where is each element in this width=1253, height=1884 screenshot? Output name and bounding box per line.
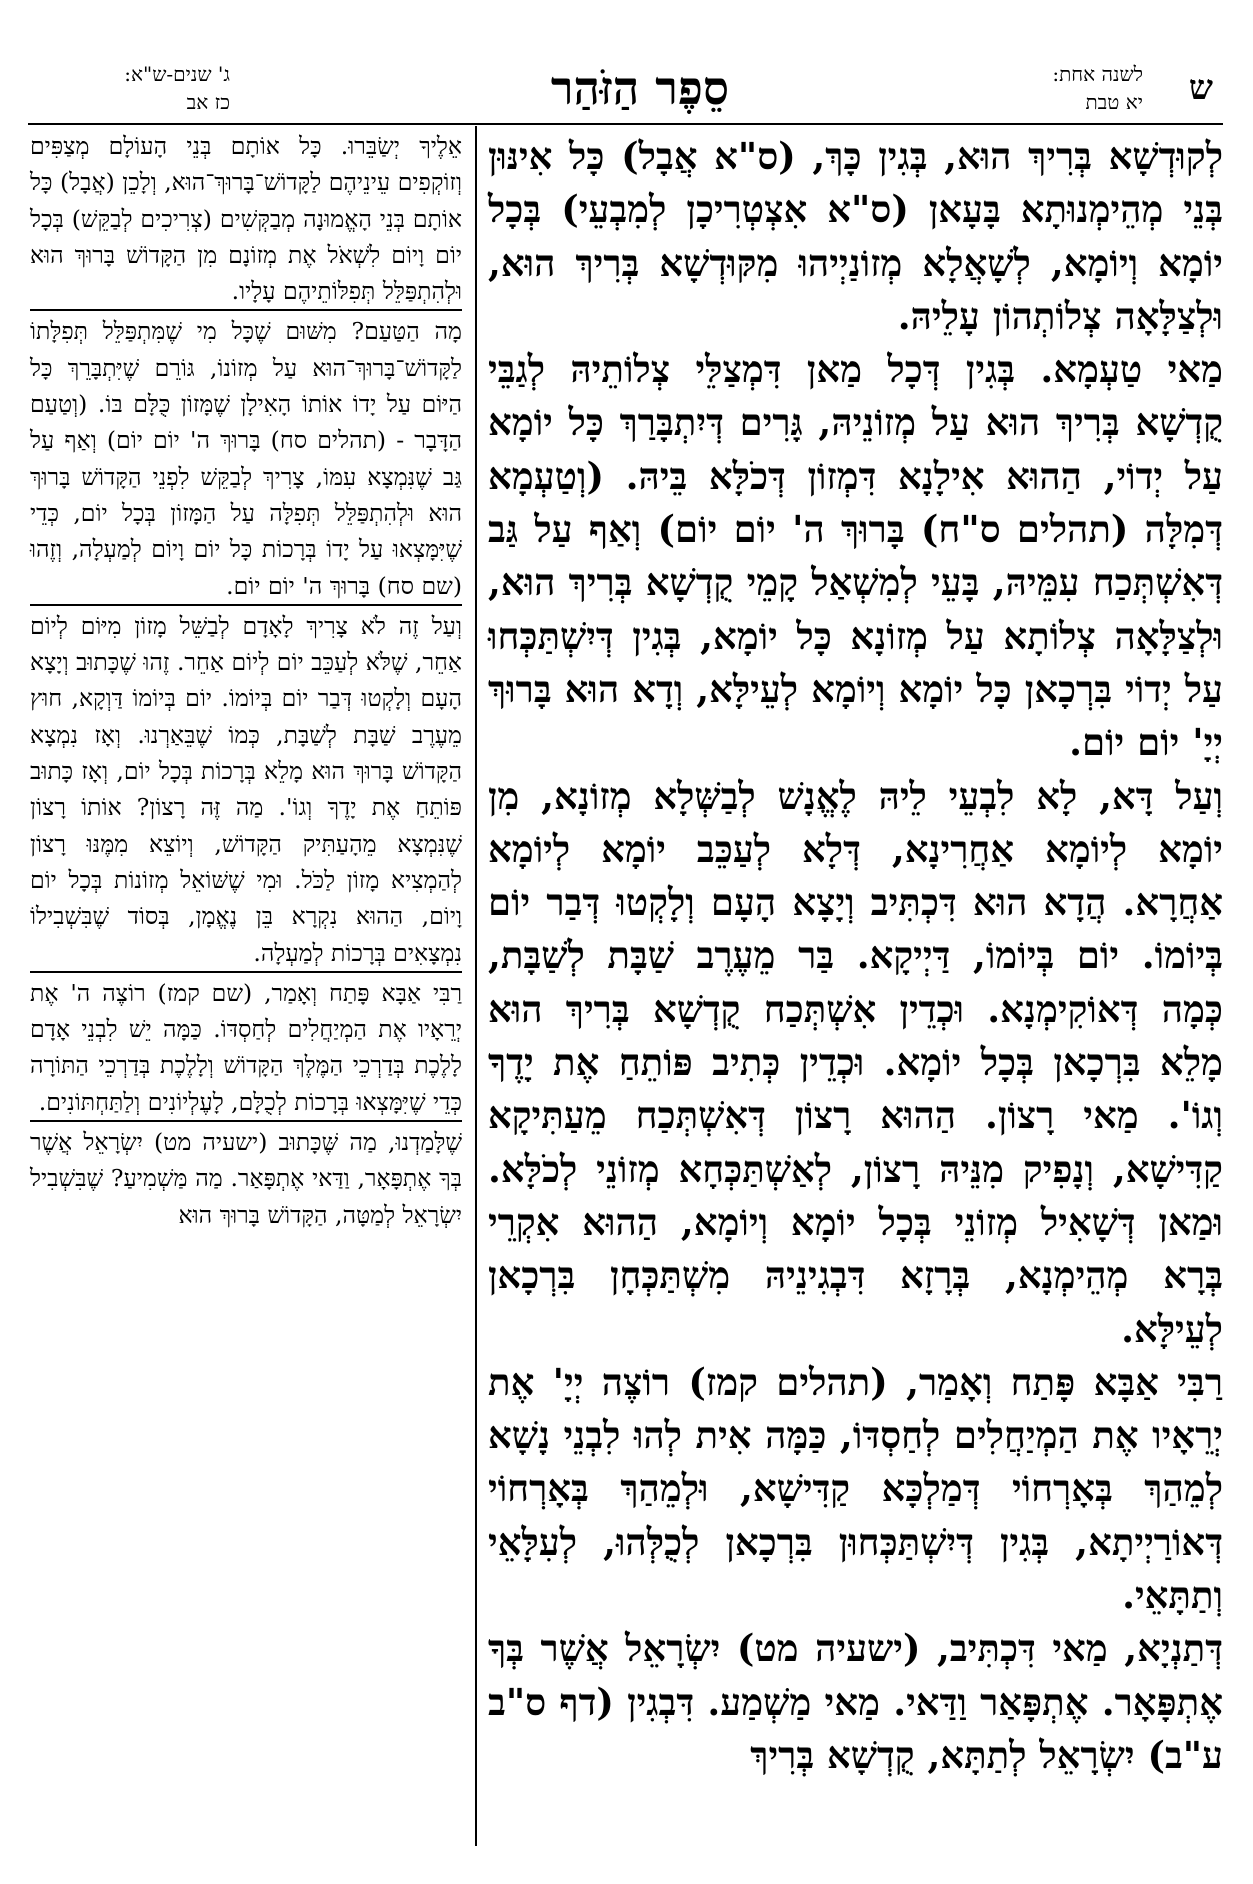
date-right bbox=[1003, 60, 1143, 116]
date-left-line2: כז אב bbox=[186, 90, 230, 114]
side-paragraph-4: רַבִּי אַבָּא פָּתַח וְאָמַר, (שם קמז) רוֹצֶה ה' אֶת יְרֵאָיו אֶת הַמְיַחֲלִים לְחַסְדּוֹ. כַּמָּה יֵשׁ לִבְנֵי אָדָם לָלֶכֶת בְּדַרְכֵי הַמֶּלֶךְ הַקָּדוֹשׁ וְלָלֶכֶת בְּדַרְכֵי הַתּוֹרָה כְּדֵי שֶׁיִּמָּצְאוּ בְּרָכוֹת לְכֻלָּם, לָעֶלְיוֹנִים וְלַתַּחְתּוֹנִים. bbox=[30, 971, 462, 1120]
column-divider bbox=[475, 126, 477, 1846]
main-paragraph-1: לְקוּדְשָׁא בְּרִיךְ הוּא, בְּגִין כָּךְ, (ס"א אֲבָל) כָּל אִינּוּן בְּנֵי מְהֵימְנוּתָא בָּעָאן (ס"א אִצְטְרִיכָן לְמִבְעֵי) בְּכָל יוֹמָא וְיוֹמָא, לְשָׁאֲלָא מְזוֹנַיְיהוּ מִקּוּדְשָׁא בְּרִיךְ הוּא, וּלְצַלָּאָה צְלוֹתְהוֹן עָלֵיהּ. bbox=[488, 134, 1223, 338]
main-paragraph-2: מַאי טַעְמָא. בְּגִין דְּכָל מַאן דִּמְצַלֵּי צְלוֹתֵיהּ לְגַבֵּי קֻדְשָׁא בְּרִיךְ הוּא עַל מְזוֹנֵיהּ, גָּרִים דְּיִתְבָּרַךְ כָּל יוֹמָא עַל יְדוֹי, הַהוּא אִילָנָא דִּמְזוֹן דְּכֹלָּא בֵּיהּ. (וְטַעְמָא דְּמִלָּה (תהלים ס"ח) בָּרוּךְ ה' יוֹם יוֹם) וְאַף עַל גַּב דְּאִשְׁתְּכַח עִמֵּיהּ, בָּעֵי לְמִשְׁאַל קָמֵי קֻדְשָׁא בְּרִיךְ הוּא, וּלְצַלָּאָה צְלוֹתָא עַל מְזוֹנָא כָּל יוֹמָא, בְּגִין דְּיִשְׁתַּכְּחוּ עַל יְדוֹי בִּרְכָאן כָּל יוֹמָא וְיוֹמָא לְעֵילָּא, וְדָא הוּא בָּרוּךְ יְיָ' יוֹם יוֹם. bbox=[488, 347, 1223, 765]
page-letter: ש bbox=[1188, 68, 1213, 108]
side-paragraph-5: שֶׁלָּמַדְנוּ, מַה שֶּׁכָּתוּב (ישעיה מט) יִשְׂרָאֵל אֲשֶׁר בְּךָ אֶתְפָּאָר, וַדַּאי אֶתְפָּאַר. מַה מַּשְׁמִיעַ? שֶׁבִּשְׁבִיל יִשְׂרָאֵל לְמַטָּה, הַקָּדוֹשׁ בָּרוּךְ הוּא bbox=[30, 1120, 462, 1233]
date-right-line2: יא טבת bbox=[1085, 90, 1143, 114]
header-rule bbox=[28, 123, 1223, 125]
side-paragraph-1: אֵלֶיךָ יְשַׂבֵּרוּ. כָּל אוֹתָם בְּנֵי הָעוֹלָם מְצַפִּים וְזוֹקְפִים עֵינֵיהֶם לַקָּדוֹשׁ־בָּרוּךְ־הוּא, וְלָכֵן (אֲבָל) כָּל אוֹתָם בְּנֵי הָאֱמוּנָה מְבַקְּשִׁים (צְרִיכִים לְבַקֵּשׁ) בְּכָל יוֹם וָיוֹם לִשְׁאֹל אֶת מְזוֹנָם מִן הַקָּדוֹשׁ בָּרוּךְ הוּא וּלְהִתְפַּלֵּל תְּפִלּוֹתֵיהֶם עָלָיו. bbox=[30, 132, 462, 306]
main-paragraph-3: וְעַל דָּא, לָא לִבְעֵי לֵיהּ לֶאֱנָשׁ לְבַשְּׁלָא מְזוֹנָא, מִן יוֹמָא לְיוֹמָא אַחֲרִינָא, דְּלָא לְעַכֵּב יוֹמָא לְיוֹמָא אַחֲרָא. הֲדָא הוּא דִּכְתִּיב וְיָצָא הָעָם וְלָקְטוּ דְּבַר יוֹם בְּיוֹמוֹ. יוֹם בְּיוֹמוֹ, דַּיְיקָא. בַּר מֵעֶרֶב שַׁבָּת לְשַׁבָּת, כְּמָה דְּאוֹקִימְנָא. וּכְדֵין אִשְׁתְּכַח קֻדְשָׁא בְּרִיךְ הוּא מָלֵא בִּרְכָאן בְּכָל יוֹמָא. וּכְדֵין כְּתִיב פּוֹתֵחַ אֶת יָדֶךָ וְגוֹ'. מַאי רָצוֹן. הַהוּא רָצוֹן דְּאִשְׁתְּכַח מֵעַתִּיקָא קַדִּישָׁא, וְנָפִיק מִנֵּיהּ רָצוֹן, לְאַשְׁתַּכְּחָא מְזוֹנֵי לְכֹלָּא. וּמַאן דְּשָׁאִיל מְזוֹנֵי בְּכָל יוֹמָא וְיוֹמָא, הַהוּא אִקְרֵי בְּרָא מְהֵימְנָא, בְּרָזָא דִּבְגִינֵיהּ מִשְׁתַּכְּחָן בִּרְכָאן לְעֵילָּא. bbox=[488, 773, 1223, 1351]
main-paragraph-4: רַבִּי אַבָּא פָּתַח וְאָמַר, (תהלים קמז) רוֹצֶה יְיָ' אֶת יְרֵאָיו אֶת הַמְיַחֲלִים לְחַסְדּוֹ, כַּמָּה אִית לְהוּ לִבְנֵי נָשָׁא לְמֵהַךְ בְּאָרְחוֹי דְּמַלְכָּא קַדִּישָׁא, וּלְמֵהַךְ בְּאָרְחוֹי דְּאוֹרַיְיתָא, בְּגִין דְּיִשְׁתַּכְּחוּן בִּרְכָאן לְכֻלְּהוּ, לְעִלָּאֵי וְתַתָּאֵי. bbox=[488, 1359, 1223, 1618]
book-title: סֵפֶר הַזֹּהַר bbox=[550, 61, 730, 115]
side-paragraph-2: מָה הַטַּעַם? מִשּׁוּם שֶׁכָּל מִי שֶׁמִּתְפַּלֵּל תְּפִלָּתוֹ לַקָּדוֹשׁ־בָּרוּךְ־הוּא עַל מְזוֹנוֹ, גּוֹרֵם שֶׁיִּתְבָּרֵךְ כָּל הַיּוֹם עַל יָדוֹ אוֹתוֹ הָאִילָן שֶׁמָּזוֹן כֻּלָּם בּוֹ. (וְטַעַם הַדָּבָר - (תהלים סח) בָּרוּךְ ה' יוֹם יוֹם) וְאַף עַל גַּב שֶׁנִּמְצָא עִמּוֹ, צָרִיךְ לְבַקֵּשׁ לִפְנֵי הַקָּדוֹשׁ בָּרוּךְ הוּא וּלְהִתְפַּלֵּל תְּפִלָּה עַל הַמָּזוֹן בְּכָל יוֹם, כְּדֵי שֶׁיִּמָּצְאוּ עַל יָדוֹ בְּרָכוֹת כָּל יוֹם וָיוֹם לְמַעְלָה, וְזֶהוּ (שם סח) בָּרוּךְ ה' יוֹם יוֹם. bbox=[30, 309, 462, 603]
translation-column bbox=[30, 128, 462, 1233]
date-left-line1: ג' שנים-ש"א: bbox=[124, 62, 230, 86]
date-left bbox=[30, 60, 230, 116]
main-column bbox=[488, 130, 1223, 1782]
main-paragraph-5: דְּתַנְיָא, מַאי דִּכְתִּיב, (ישעיה מט) יִשְׂרָאֵל אֲשֶׁר בְּךָ אֶתְפָּאָר. אֶתְפָּאַר וַדַּאי. מַאי מַשְׁמַע. דִּבְגִין (דף ס"ב ע"ב) יִשְׂרָאֵל לְתַתָּא, קֻדְשָׁא בְּרִיךְ bbox=[488, 1626, 1223, 1777]
side-paragraph-3: וְעַל זֶה לֹא צָרִיךְ לָאָדָם לְבַשֵּׁל מָזוֹן מִיּוֹם לְיוֹם אַחֵר, שֶׁלֹּא לְעַכֵּב יוֹם לְיוֹם אַחֵר. זֶהוּ שֶׁכָּתוּב וְיָצָא הָעָם וְלָקְטוּ דְּבַר יוֹם בְּיוֹמוֹ. יוֹם בְּיוֹמוֹ דַּוְקָא, חוּץ מֵעֶרֶב שַׁבָּת לְשַׁבָּת, כְּמוֹ שֶׁבֵּאַרְנוּ. וְאָז נִמְצָא הַקָּדוֹשׁ בָּרוּךְ הוּא מָלֵא בְּרָכוֹת בְּכָל יוֹם, וְאָז כָּתוּב פּוֹתֵחַ אֶת יָדֶךָ וְגוֹ'. מַה זֶּה רָצוֹן? אוֹתוֹ רָצוֹן שֶׁנִּמְצָא מֵהָעַתִּיק הַקָּדוֹשׁ, וְיוֹצֵא מִמֶּנּוּ רָצוֹן לְהַמְצִיא מָזוֹן לַכֹּל. וּמִי שֶׁשּׁוֹאֵל מְזוֹנוֹת בְּכָל יוֹם וָיוֹם, הַהוּא נִקְרָא בֵּן נֶאֱמָן, בְּסוֹד שֶׁבִּשְׁבִילוֹ נִמְצָאִים בְּרָכוֹת לְמַעְלָה. bbox=[30, 604, 462, 971]
date-right-line1: לשנה אחת: bbox=[1052, 62, 1143, 86]
